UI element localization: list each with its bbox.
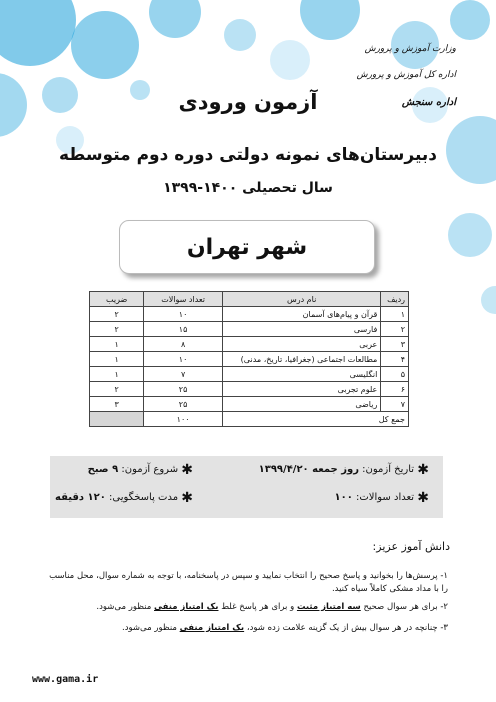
row-coef: ۳	[90, 397, 144, 412]
exam-start	[88, 462, 193, 478]
table-total-row	[90, 412, 409, 427]
exam-duration-label: مدت پاسخگویی:	[109, 492, 179, 503]
assessment-office-line: اداره سنجش	[401, 97, 456, 108]
row-count: ۱۰	[144, 307, 223, 322]
bubble-decoration	[481, 286, 496, 314]
total-value: ۱۰۰	[144, 412, 223, 427]
exam-info-box	[50, 456, 443, 518]
instruction-3-part: منظور می‌شود.	[122, 623, 177, 633]
instruction-2-part: ۲- برای هر سوال صحیح	[363, 602, 448, 612]
header-name: نام درس	[222, 292, 380, 307]
negative-score-text	[154, 602, 218, 612]
bubble-decoration	[450, 0, 490, 40]
row-num: ۲	[381, 322, 409, 337]
instruction-1: ۱- پرسش‌ها را بخوانید و پاسخ صحیح را انتخاب نمایید و سپس در پاسخنامه، با توجه به شماره سوال، محل مناسب را با مداد مشکی کاملاً سیاه کنید.	[49, 571, 448, 594]
exam-start-label: شروع آزمون:	[121, 464, 179, 475]
bubble-decoration	[300, 0, 360, 40]
city-name: شهر تهران	[186, 234, 308, 260]
instruction-2-part: و برای هر پاسخ غلط	[221, 602, 295, 612]
row-count: ۷	[144, 367, 223, 382]
exam-duration-value: ۱۲۰ دقیقه	[55, 492, 106, 503]
negative-score-underline: یک امتیاز منفی	[179, 623, 245, 633]
positive-score-text	[297, 602, 361, 612]
row-coef: ۲	[90, 322, 144, 337]
directorate-line: اداره کل آموزش و پرورش	[356, 70, 456, 80]
positive-score-underline: سه امتیاز مثبت	[296, 602, 361, 612]
instruction-3-part: ۳- چنانچه در هر سوال بیش از یک گزینه علامت زده شود،	[246, 623, 448, 633]
row-name: ریاضی	[222, 397, 380, 412]
row-count: ۲۵	[144, 382, 223, 397]
row-num: ۳	[381, 337, 409, 352]
bubble-decoration	[224, 19, 256, 51]
header-count: تعداد سوالات	[144, 292, 223, 307]
school-title: دبیرستان‌های نمونه دولتی دوره دوم متوسطه	[58, 145, 438, 165]
row-num: ۱	[381, 307, 409, 322]
subjects-table	[89, 291, 409, 427]
exam-date	[259, 462, 429, 478]
footer-website: www.gama.ir	[32, 674, 99, 685]
row-name: عربی	[222, 337, 380, 352]
academic-year: سال تحصیلی ۱۴۰۰-۱۳۹۹	[163, 180, 333, 196]
row-count: ۱۰	[144, 352, 223, 367]
instruction-3	[43, 622, 448, 635]
row-coef: ۱	[90, 367, 144, 382]
row-count: ۱۵	[144, 322, 223, 337]
row-name: فارسی	[222, 322, 380, 337]
question-count-label: تعداد سوالات:	[356, 492, 415, 503]
row-coef: ۲	[90, 307, 144, 322]
bubble-decoration	[71, 11, 139, 79]
instructions-greeting: دانش آموز عزیز:	[372, 540, 450, 553]
row-num: ۴	[381, 352, 409, 367]
row-name: انگلیسی	[222, 367, 380, 382]
row-coef: ۲	[90, 382, 144, 397]
bubble-decoration	[0, 0, 76, 66]
bubble-decoration	[448, 213, 492, 257]
asterisk-icon: ✱	[181, 490, 193, 506]
bubble-decoration	[149, 0, 201, 38]
row-name: مطالعات اجتماعی (جغرافیا، تاریخ، مدنی)	[222, 352, 380, 367]
table-header-row	[90, 292, 409, 307]
row-count: ۲۵	[144, 397, 223, 412]
asterisk-icon: ✱	[417, 462, 429, 478]
header-coef: ضریب	[90, 292, 144, 307]
exam-date-value: روز جمعه ۱۳۹۹/۴/۲۰	[258, 464, 359, 475]
question-count	[335, 490, 430, 506]
total-coef-empty	[90, 412, 144, 427]
bubble-decoration	[270, 40, 310, 80]
negative-score-text	[180, 623, 244, 633]
exam-duration	[55, 490, 193, 506]
row-count: ۸	[144, 337, 223, 352]
row-num: ۶	[381, 382, 409, 397]
row-name: قرآن و پیام‌های آسمان	[222, 307, 380, 322]
table-row	[90, 382, 409, 397]
exam-start-value: ۹ صبح	[87, 464, 119, 475]
exam-title: آزمون ورودی	[178, 90, 318, 114]
instruction-2-part: منظور می‌شود.	[96, 602, 152, 612]
negative-score-underline: یک امتیاز منفی	[154, 602, 219, 612]
row-num: ۵	[381, 367, 409, 382]
question-count-value: ۱۰۰	[334, 492, 353, 503]
asterisk-icon: ✱	[417, 490, 429, 506]
instruction-2	[43, 601, 448, 614]
asterisk-icon: ✱	[181, 462, 193, 478]
table-row	[90, 307, 409, 322]
header-num: ردیف	[381, 292, 409, 307]
row-coef: ۱	[90, 337, 144, 352]
row-num: ۷	[381, 397, 409, 412]
row-name: علوم تجربی	[222, 382, 380, 397]
exam-date-label: تاریخ آزمون:	[362, 464, 415, 475]
table-row	[90, 322, 409, 337]
table-row	[90, 337, 409, 352]
total-label: جمع کل	[222, 412, 408, 427]
ministry-line: وزارت آموزش و پرورش	[364, 44, 456, 54]
table-row	[90, 367, 409, 382]
table-row	[90, 397, 409, 412]
table-row	[90, 352, 409, 367]
row-coef: ۱	[90, 352, 144, 367]
city-box	[119, 220, 375, 274]
